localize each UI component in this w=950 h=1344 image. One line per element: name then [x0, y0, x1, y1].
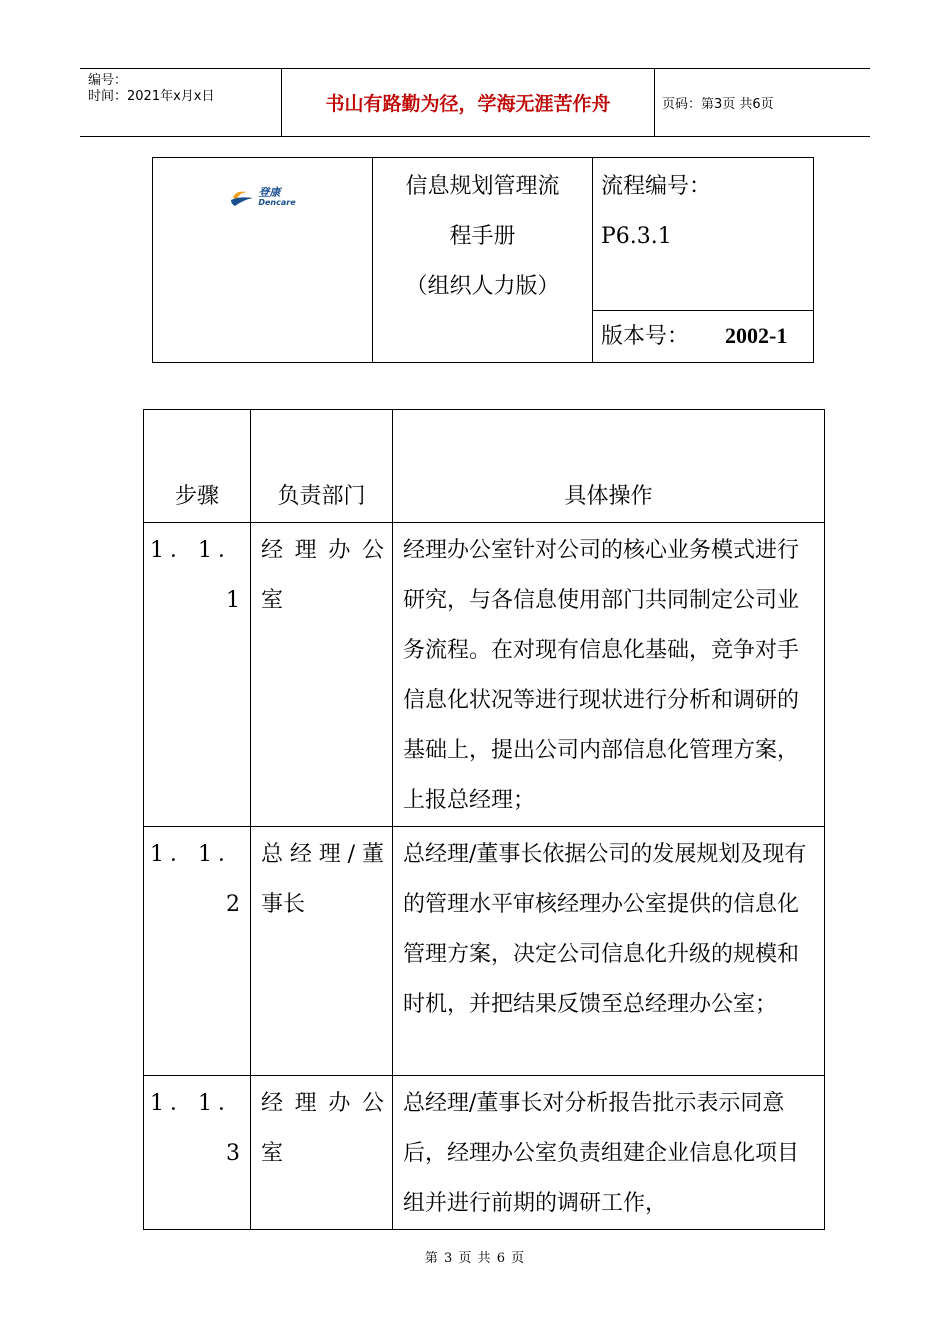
- header-step: 步骤: [144, 410, 251, 523]
- doc-title-line3: （组织人力版）: [405, 274, 560, 299]
- step-cell: 1．1．3: [144, 1076, 251, 1230]
- dept-line: 经 理 办 公: [261, 1091, 384, 1116]
- dept-line: 经 理 办 公: [261, 538, 384, 563]
- version-value: 2002-1: [725, 323, 788, 348]
- dept-line: 室: [261, 588, 284, 613]
- procedure-table: [143, 409, 825, 1230]
- step-cell: 1．1．2: [144, 827, 251, 1076]
- process-code-cell: [593, 158, 814, 311]
- dept-cell: [251, 827, 393, 1076]
- company-logo: [153, 188, 372, 208]
- doc-title-cell: [373, 158, 593, 363]
- process-code-value: P6.3.1: [601, 224, 672, 249]
- dept-line: 总经理/董: [261, 842, 384, 867]
- header-dept: 负责部门: [251, 410, 393, 523]
- header-page-info: 页码：第3页 共6页: [662, 97, 774, 112]
- doc-title-line2: 程手册: [449, 224, 516, 249]
- title-block: [152, 157, 814, 363]
- operation-cell: 经理办公室针对公司的核心业务模式进行研究，与各信息使用部门共同制定公司业务流程。在对现有信息化基础，竞争对手信息化状况等进行现状进行分析和调研的基础上，提出公司内部信息化管理方案，上报总经理；: [393, 523, 825, 827]
- operation-cell: 总经理/董事长依据公司的发展规划及现有的管理水平审核经理办公室提供的信息化管理方案，决定公司信息化升级的规模和时机，并把结果反馈至总经理办公室；: [393, 827, 825, 1076]
- page-header: [80, 68, 870, 137]
- version-label: 版本号：: [601, 324, 690, 349]
- operation-cell: 总经理/董事长对分析报告批示表示同意后，经理办公室负责组建企业信息化项目组并进行前期的调研工作，: [393, 1076, 825, 1230]
- number-label: 编号：: [88, 73, 128, 88]
- time-label: 时间：2021年x月x日: [88, 89, 215, 104]
- logo-cell: [153, 158, 373, 363]
- logo-mark-icon: [229, 188, 255, 208]
- dept-line: 事长: [261, 892, 306, 917]
- logo-cn: 登康: [258, 186, 281, 199]
- dept-cell: [251, 1076, 393, 1230]
- header-motto: 书山有路勤为径，学海无涯苦作舟: [282, 69, 655, 136]
- header-meta: [80, 69, 282, 136]
- page-footer: 第 3 页 共 6 页: [424, 1251, 526, 1266]
- doc-title-line1: 信息规划管理流: [405, 174, 560, 199]
- table-row: [144, 1076, 825, 1230]
- step-cell: 1．1．1: [144, 523, 251, 827]
- dept-line: 室: [261, 1141, 284, 1166]
- header-operation: 具体操作: [393, 410, 825, 523]
- logo-en: Dencare: [258, 198, 296, 207]
- process-code-label: 流程编号：: [601, 174, 712, 199]
- table-header-row: [144, 410, 825, 523]
- table-row: [144, 523, 825, 827]
- version-cell: [593, 311, 814, 363]
- table-row: [144, 827, 825, 1076]
- dept-cell: [251, 523, 393, 827]
